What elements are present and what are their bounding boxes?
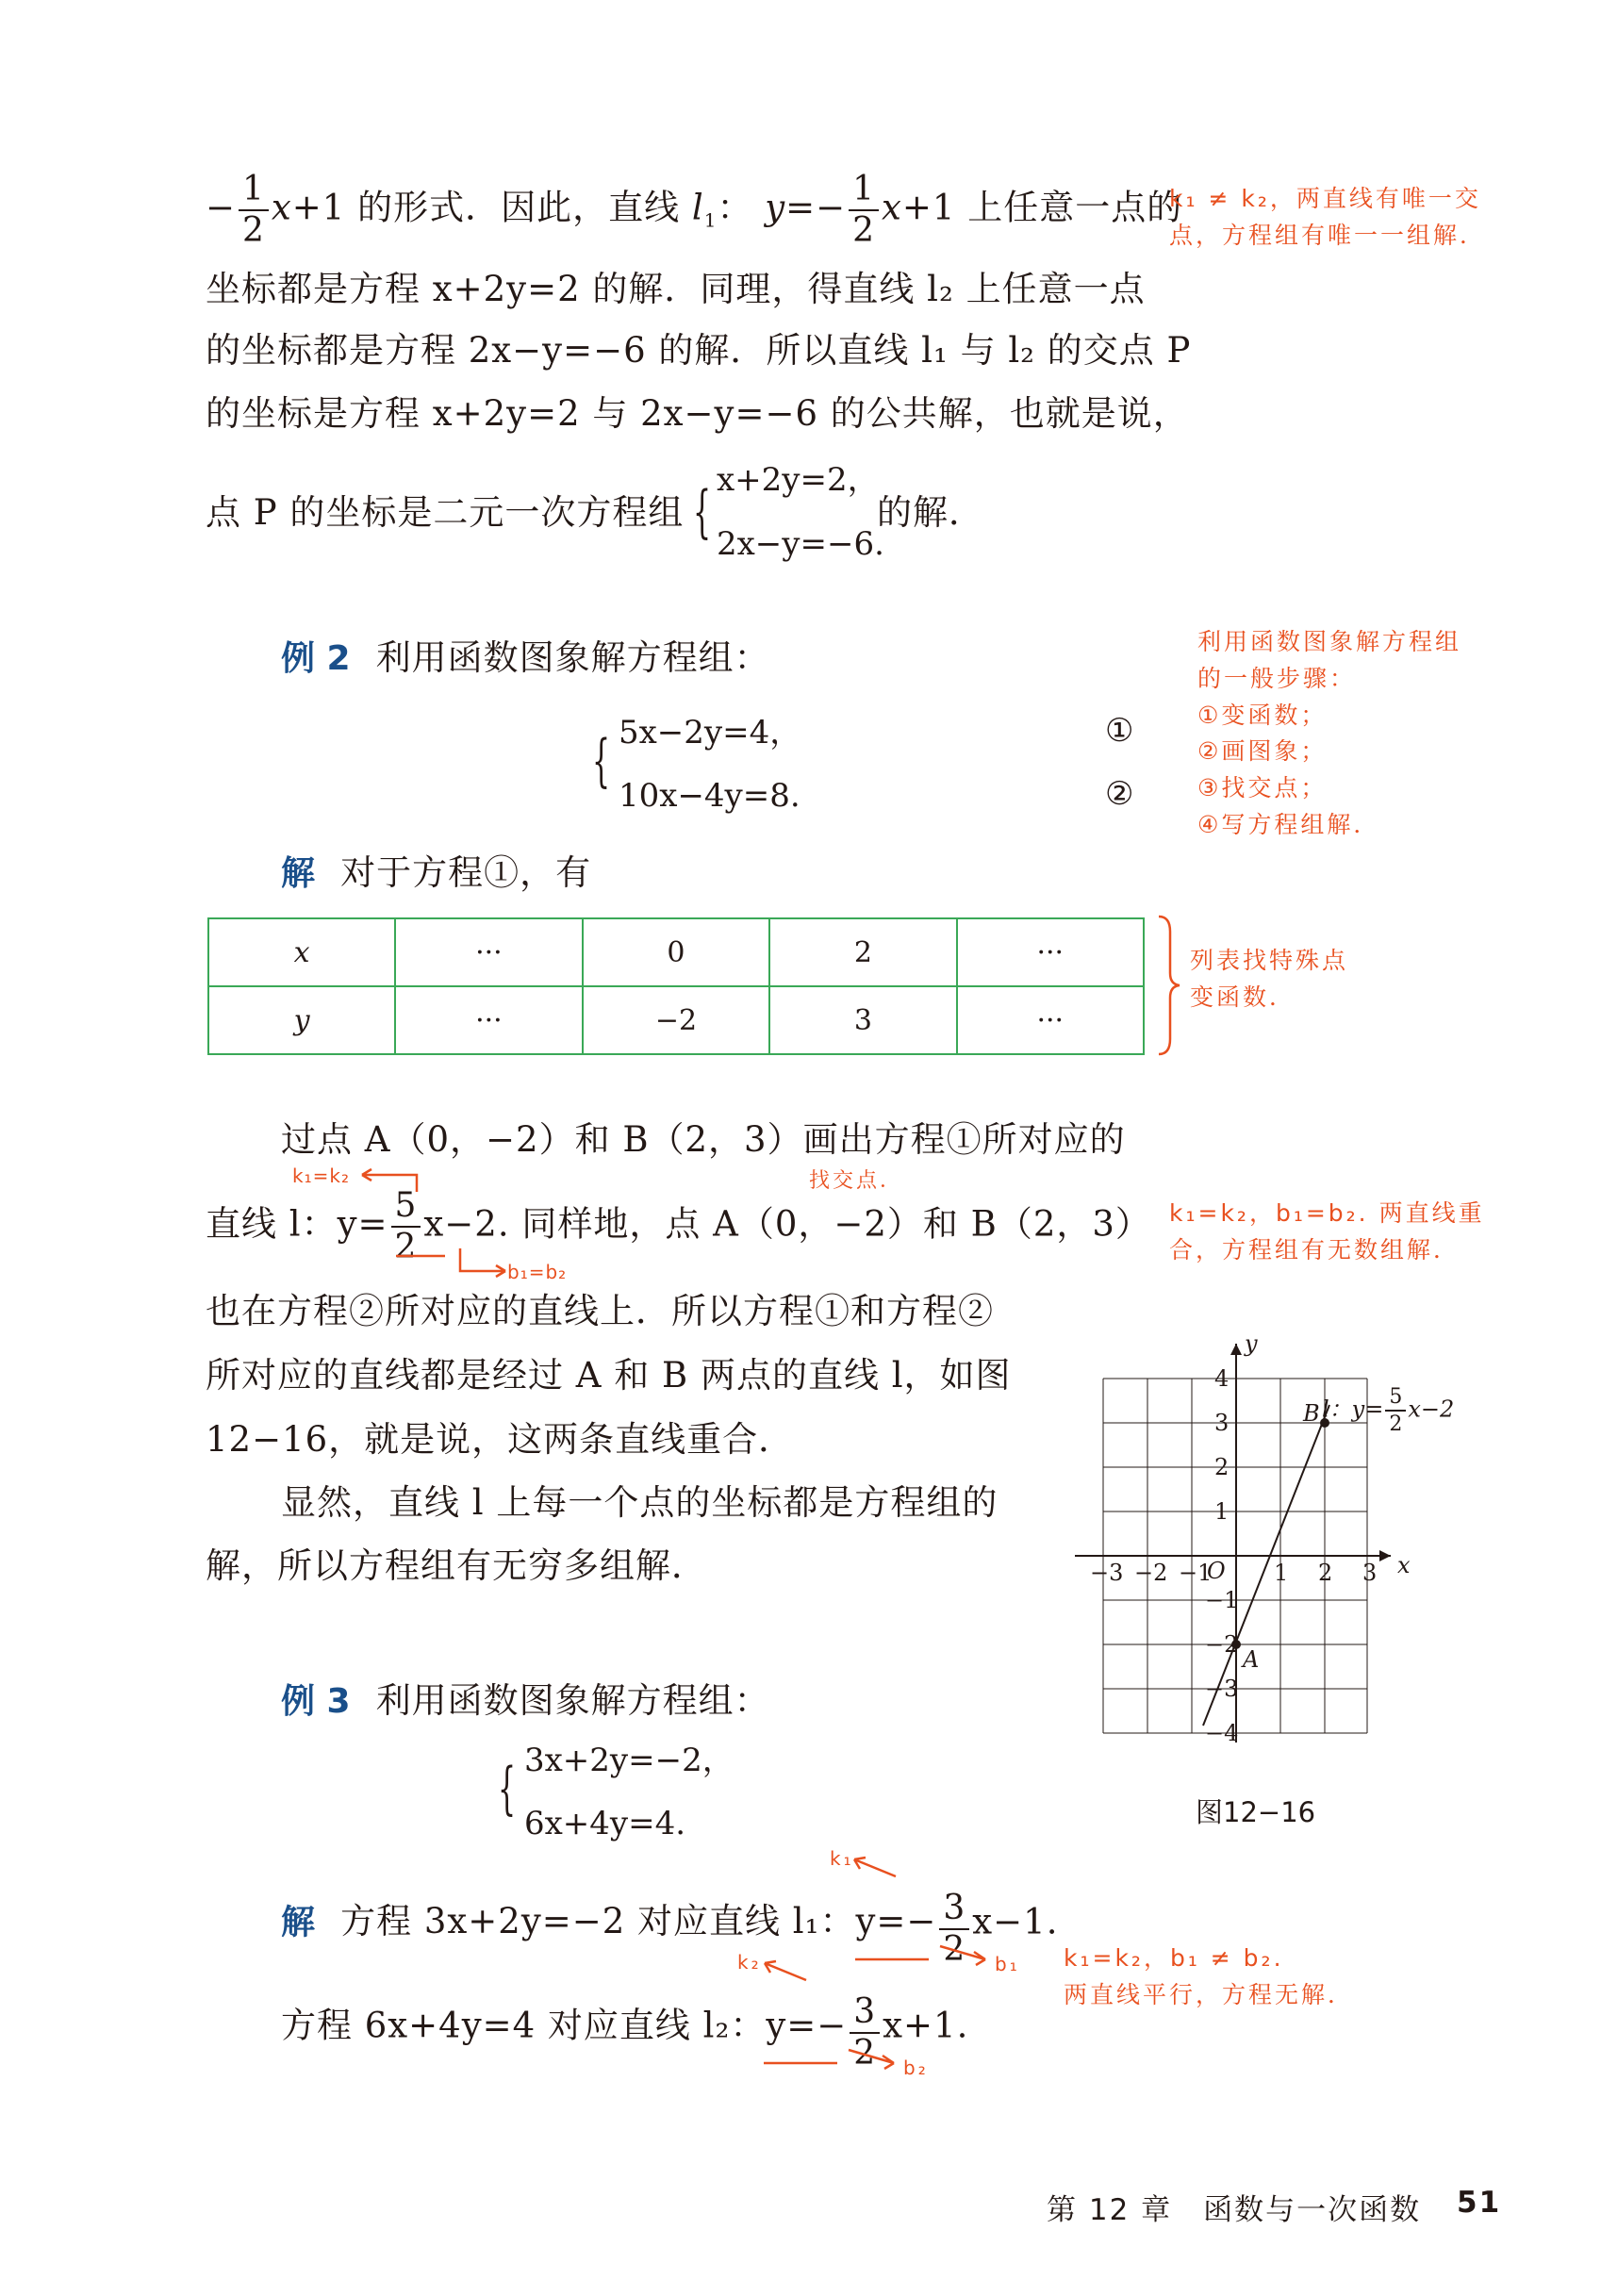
y-tick: −2 <box>1205 1631 1239 1658</box>
arrow-k2 <box>759 1957 816 1986</box>
example2-text: 利用函数图象解方程组： <box>375 637 770 678</box>
x-tick: 1 <box>1274 1560 1289 1586</box>
table-cell: y <box>208 986 395 1054</box>
para2-line6: 显然，直线 l 上每一个点的坐标都是方程组的 <box>281 1482 999 1523</box>
line-l-label: l：y= $\frac{5}{2}$ x−2 <box>1322 1385 1455 1437</box>
annotation-b1: b₁ <box>995 1953 1020 1975</box>
para1-line2: 坐标都是方程 x+2y=2 的解．同理，得直线 l₂ 上任意一点 <box>206 269 1146 309</box>
chapter-footer: 第 12 章 函数与一次函数 <box>1047 2193 1422 2227</box>
y-tick: 4 <box>1214 1365 1230 1392</box>
example3-eq2: 6x+4y=4. <box>524 1805 686 1842</box>
x-tick: −3 <box>1090 1560 1124 1586</box>
example2-solution <box>281 847 591 895</box>
value-table <box>207 917 1145 1055</box>
para1-line5-post: 的解． <box>877 492 984 533</box>
y-tick: 1 <box>1214 1498 1230 1525</box>
table-row <box>208 918 1144 986</box>
example3-heading <box>281 1675 770 1723</box>
table-cell: 3 <box>769 986 956 1054</box>
system-eq2: 2x−y=−6. <box>717 525 884 563</box>
table-cell: x <box>208 918 395 986</box>
side-note-4: k₁=k₂，b₁=b₂. 两直线重 合，方程组有无数组解． <box>1169 1199 1485 1264</box>
table-cell: ··· <box>957 986 1144 1054</box>
x-tick: 3 <box>1362 1560 1378 1586</box>
y-tick: 3 <box>1214 1410 1230 1436</box>
para1-line4: 的坐标是方程 x+2y=2 与 2x−y=−6 的公共解，也就是说， <box>206 393 1189 434</box>
para2-line1: 过点 A（0，−2）和 B（2，3）画出方程①所对应的 <box>281 1119 1126 1160</box>
example2-eq2: 10x−4y=8. <box>619 777 800 815</box>
example3-text: 利用函数图象解方程组： <box>375 1680 770 1721</box>
page-number: 51 <box>1457 2186 1502 2220</box>
equation-mark-1: ① <box>1105 712 1134 750</box>
para2-line7: 解，所以方程组有无穷多组解． <box>206 1545 707 1586</box>
table-brace <box>1155 915 1183 1056</box>
fraction-one-half-2: $\frac{1}{2}$ <box>849 172 879 249</box>
annotation-k1-k2: k₁=k₂ <box>292 1165 350 1187</box>
para2-line4: 所对应的直线都是经过 A 和 B 两点的直线 l，如图 <box>206 1355 1012 1396</box>
x-tick: −2 <box>1134 1560 1168 1586</box>
arrow-b-annotation <box>394 1245 517 1282</box>
point-b-label: B <box>1303 1400 1320 1427</box>
system-eq1: x+2y=2， <box>717 461 880 499</box>
example2-heading <box>281 632 770 680</box>
fraction-one-half: $\frac{1}{2}$ <box>239 172 269 249</box>
origin-label: O <box>1207 1558 1226 1584</box>
x-tick: −1 <box>1179 1560 1213 1586</box>
example2-eq1: 5x−2y=4， <box>619 714 802 752</box>
y-tick: 2 <box>1214 1454 1230 1480</box>
annotation-find-point: 找交点． <box>809 1169 904 1193</box>
fraction-three-half: $\frac{3}{2}$ <box>939 1891 969 1968</box>
system-brace: { <box>693 479 712 545</box>
example3-eq1: 3x+2y=−2， <box>524 1742 734 1779</box>
table-cell: −2 <box>583 986 770 1054</box>
y-tick: −4 <box>1205 1720 1239 1746</box>
example3-brace: { <box>498 1756 517 1822</box>
solution-label: 解 <box>281 854 316 893</box>
x-axis-label: x <box>1397 1552 1411 1578</box>
side-note-1: k₁ ≠ k₂，两直线有唯一交 点，方程组有唯一一组解． <box>1169 185 1487 249</box>
table-cell: ··· <box>395 918 582 986</box>
y-tick: −3 <box>1205 1676 1239 1702</box>
y-tick: −1 <box>1205 1587 1239 1613</box>
fraction-five-half: $\frac{5}{2}$ <box>391 1188 421 1265</box>
point-a-label: A <box>1243 1646 1260 1673</box>
side-note-5: k₁=k₂，b₁ ≠ b₂. 两直线平行，方程无解． <box>1064 1944 1355 2008</box>
annotation-b1-b2: b₁=b₂ <box>507 1261 568 1283</box>
example3-solution-line1: 解 方程 3x+2y=−2 对应直线 l₁：y=− $\frac{3}{2}$ x−1. <box>281 1889 1059 1969</box>
table-cell: ··· <box>395 986 582 1054</box>
example2-label: 例 2 <box>281 639 351 678</box>
x-tick: 2 <box>1318 1560 1333 1586</box>
para2-line5: 12−16，就是说，这两条直线重合． <box>206 1419 795 1460</box>
annotation-k1: k₁ <box>830 1847 854 1870</box>
solution-text: 对于方程①，有 <box>340 852 592 893</box>
arrow-b1 <box>853 1942 1004 1980</box>
para2-line2: 直线 l：y= $\frac{5}{2}$ x−2. 同样地，点 A（0，−2）和 B（2，3） <box>206 1186 1151 1266</box>
x-axis-arrow <box>1379 1550 1391 1561</box>
example3-solution-line2: 方程 6x+4y=4 对应直线 l₂：y=− $\frac{3}{2}$ x+1. <box>281 1992 969 2073</box>
arrow-k1 <box>849 1854 905 1882</box>
equation-mark-2: ② <box>1105 775 1134 813</box>
y-axis-label: y <box>1245 1330 1258 1357</box>
table-cell: 0 <box>583 918 770 986</box>
figure-caption: 图12−16 <box>1196 1796 1316 1828</box>
example3-label: 例 3 <box>281 1682 351 1721</box>
side-note-2: 利用函数图象解方程组 的一般步骤： ①变函数； ②画图象； ③找交点； ④写方程组解． <box>1197 628 1462 838</box>
para1-line1: − $\frac{1}{2}$ x+1 的形式．因此，直线 $l_1$： y=− $\frac{1}{2}$ x+1 上任意一点的 <box>206 170 1183 250</box>
table-row <box>208 986 1144 1054</box>
y-axis-arrow <box>1230 1344 1242 1355</box>
annotation-b2: b₂ <box>903 2056 929 2079</box>
example2-brace: { <box>592 728 611 794</box>
solution-label-3: 解 <box>281 1903 316 1942</box>
side-note-3: 列表找特殊点 变函数． <box>1190 947 1349 1011</box>
fraction-three-half-2: $\frac{3}{2}$ <box>850 1994 880 2072</box>
table-cell: 2 <box>769 918 956 986</box>
annotation-k2: k₂ <box>737 1951 762 1974</box>
table-cell: ··· <box>957 918 1144 986</box>
para1-line5-pre: 点 P 的坐标是二元一次方程组 <box>206 492 685 533</box>
para2-line3: 也在方程②所对应的直线上．所以方程①和方程② <box>206 1291 994 1331</box>
para1-line3: 的坐标都是方程 2x−y=−6 的解．所以直线 l₁ 与 l₂ 的交点 P <box>206 330 1192 371</box>
arrow-b2 <box>762 2046 913 2084</box>
fraction-five-half-fig: $\frac{5}{2}$ <box>1385 1386 1406 1435</box>
